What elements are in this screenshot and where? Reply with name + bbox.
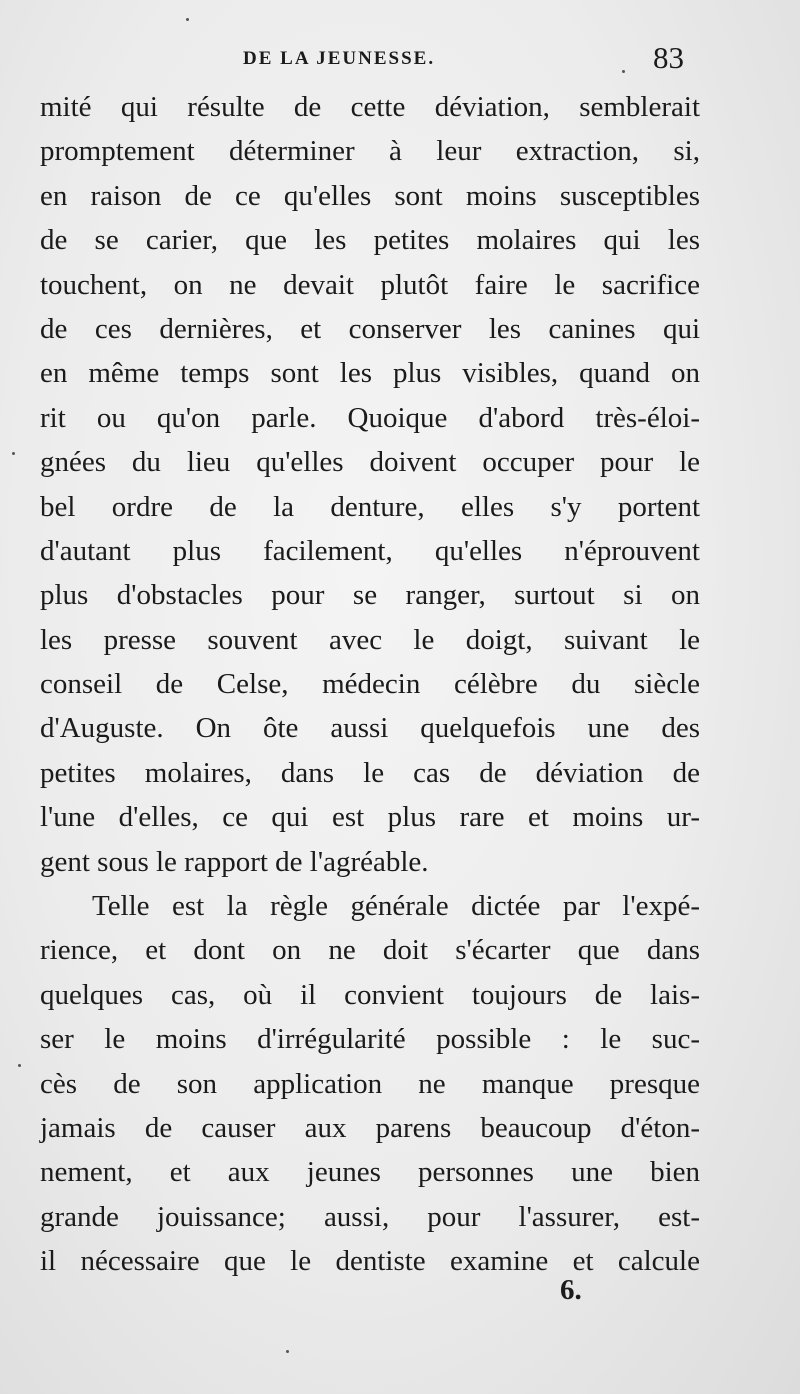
text-line: en même temps sont les plus visibles, quand on	[40, 357, 700, 390]
text-line: mité qui résulte de cette déviation, semblerait	[40, 91, 700, 123]
text-line: jamais de causer aux parens beaucoup d'éton-	[40, 1111, 700, 1144]
text-line: gnées du lieu qu'elles doivent occuper pour le	[40, 446, 700, 479]
text-line: l'une d'elles, ce qui est plus rare et moins ur-	[40, 801, 700, 834]
text-line: rience, et dont on ne doit s'écarter que dans	[40, 934, 700, 967]
text-line: grande jouissance; aussi, pour l'assurer, est-	[40, 1200, 700, 1233]
text-line: en raison de ce qu'elles sont moins susceptibles	[40, 179, 700, 212]
text-line: petites molaires, dans le cas de déviation de	[40, 756, 700, 789]
text-line: rit ou qu'on parle. Quoique d'abord très-éloi-	[40, 401, 700, 434]
text-line: les presse souvent avec le doigt, suivant le	[40, 623, 700, 656]
running-title: DE LA JEUNESSE.	[243, 48, 436, 69]
body-text	[40, 85, 700, 1284]
text-line: cès de son application ne manque presque	[40, 1067, 700, 1100]
running-head	[40, 40, 684, 80]
paper-speck	[622, 70, 625, 73]
text-line: quelques cas, où il convient toujours de lais-	[40, 978, 700, 1011]
paper-speck	[186, 18, 189, 21]
text-line: de ces dernières, et conserver les canines qui	[40, 312, 700, 345]
text-line: d'autant plus facilement, qu'elles n'éprouvent	[40, 534, 700, 567]
text-line: bel ordre de la denture, elles s'y portent	[40, 490, 700, 523]
text-line: d'Auguste. On ôte aussi quelquefois une des	[40, 712, 700, 745]
text-line: conseil de Celse, médecin célèbre du siècle	[40, 668, 700, 701]
text-line-paragraph-start: Telle est la règle générale dictée par l'expé-	[92, 890, 700, 923]
text-line: nement, et aux jeunes personnes une bien	[40, 1156, 700, 1189]
text-line: de se carier, que les petites molaires qui les	[40, 224, 700, 257]
signature-mark: 6.	[560, 1274, 582, 1306]
text-line: ser le moins d'irrégularité possible : le suc-	[40, 1023, 700, 1056]
paper-speck	[12, 452, 15, 455]
text-line: promptement déterminer à leur extraction, si,	[40, 135, 700, 168]
paper-speck	[18, 1064, 21, 1067]
page-number: 83	[653, 40, 684, 75]
text-line: touchent, on ne devait plutôt faire le sacrifice	[40, 268, 700, 301]
text-line-paragraph-end: gent sous le rapport de l'agréable.	[40, 845, 429, 878]
paper-speck	[286, 1350, 289, 1353]
text-line: il nécessaire que le dentiste examine et calcule	[40, 1245, 700, 1278]
text-line: plus d'obstacles pour se ranger, surtout si on	[40, 579, 700, 612]
